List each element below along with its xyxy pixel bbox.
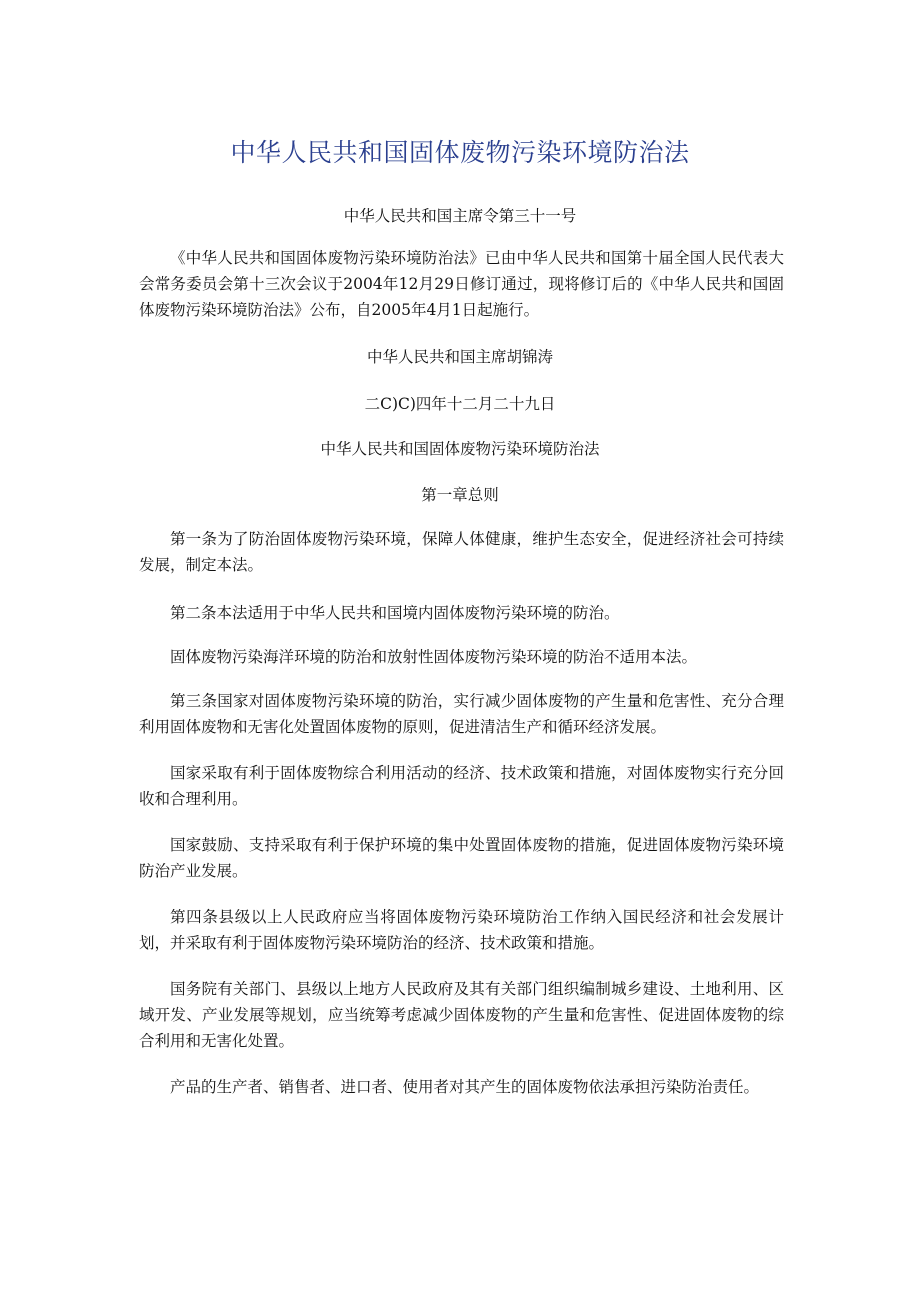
article-paragraph: 国家采取有利于固体废物综合利用活动的经济、技术政策和措施，对固体废物实行充分回收和合理利用。	[139, 764, 784, 808]
order-number: 中华人民共和国主席令第三十一号	[343, 207, 577, 225]
article-paragraph: 产品的生产者、销售者、进口者、使用者对其产生的固体废物依法承担污染防治责任。	[170, 1078, 760, 1096]
chapter-heading: 第一章总则	[421, 486, 499, 504]
article-paragraph: 第二条本法适用于中华人民共和国境内固体废物污染环境的防治。	[170, 604, 620, 622]
article-paragraph: 国家鼓励、支持采取有利于保护环境的集中处置固体废物的措施，促进固体废物污染环境防治产业发展。	[139, 836, 784, 880]
document-title: 中华人民共和国固体废物污染环境防治法	[230, 138, 690, 167]
article-paragraph: 第三条国家对固体废物污染环境的防治，实行减少固体废物的产生量和危害性、充分合理利用固体废物和无害化处置固体废物的原则，促进清洁生产和循环经济发展。	[139, 692, 784, 736]
article-paragraph: 第一条为了防治固体废物污染环境，保障人体健康，维护生态安全，促进经济社会可持续发展，制定本法。	[139, 530, 784, 574]
signatory: 中华人民共和国主席胡锦涛	[366, 348, 553, 366]
law-title: 中华人民共和国固体废物污染环境防治法	[320, 440, 600, 458]
article-paragraph: 国务院有关部门、县级以上地方人民政府及其有关部门组织编制城乡建设、土地利用、区域开发、产业发展等规划，应当统筹考虑减少固体废物的产生量和危害性、促进固体废物的综合利用和无害化处置。	[139, 980, 784, 1050]
article-paragraph: 第四条县级以上人民政府应当将固体废物污染环境防治工作纳入国民经济和社会发展计划，并采取有利于固体废物污染环境防治的经济、技术政策和措施。	[139, 908, 784, 952]
promulgation-date: 二C)C)四年十二月二十九日	[364, 395, 556, 413]
preamble-paragraph: 《中华人民共和国固体废物污染环境防治法》已由中华人民共和国第十届全国人民代表大会常务委员会第十三次会议于2004年12月29日修订通过，现将修订后的《中华人民共和国固体废物污染环境防治法》公布，自2005年4月1日起施行。	[139, 249, 784, 319]
article-paragraph: 固体废物污染海洋环境的防治和放射性固体废物污染环境的防治不适用本法。	[170, 648, 698, 666]
